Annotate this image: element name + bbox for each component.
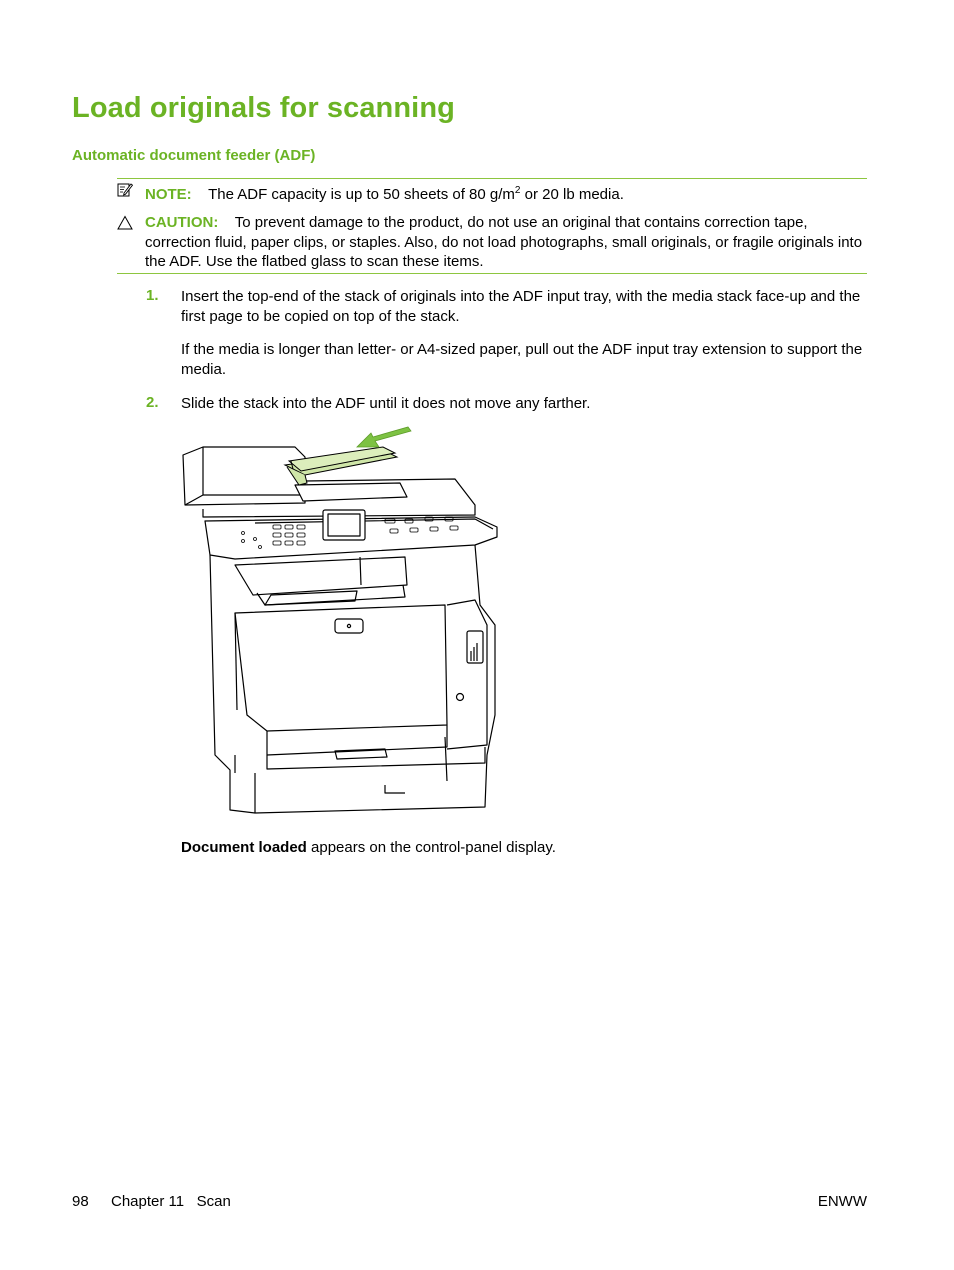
footer-chapter: Chapter 11 Scan xyxy=(111,1193,231,1210)
paper-stack xyxy=(285,447,397,485)
step-1-extra: If the media is longer than letter- or A4-sized paper, pull out the ADF input tray extension to support the media. xyxy=(181,341,863,378)
result-text xyxy=(181,838,869,858)
step-1-number: 1. xyxy=(146,287,159,304)
footer-right: ENWW xyxy=(817,1193,867,1210)
note-label: NOTE: xyxy=(145,186,192,203)
insert-arrow-icon xyxy=(357,427,411,447)
result-bold: Document loaded xyxy=(181,839,307,856)
printer-illustration xyxy=(175,425,505,820)
note-text-after: or 20 lb media. xyxy=(520,186,624,203)
caution-label: CAUTION: xyxy=(145,214,219,231)
caution-text: To prevent damage to the product, do not use an original that contains correction tape, correction fluid, paper clips, or staples. Also, do not load photographs, small originals, or fragile originals into the ADF. Use the flatbed glass to scan these items. xyxy=(145,214,863,270)
page-title: Load originals for scanning xyxy=(72,92,455,124)
caution-box xyxy=(117,213,867,274)
note-box xyxy=(117,178,867,205)
footer-page-number: 98 xyxy=(72,1193,89,1210)
note-icon xyxy=(117,182,133,198)
step-2-number: 2. xyxy=(146,394,159,411)
caution-triangle-icon xyxy=(117,215,133,231)
section-subtitle: Automatic document feeder (ADF) xyxy=(72,147,316,164)
note-text: The ADF capacity is up to 50 sheets of 80 g/m xyxy=(208,186,515,203)
step-2-text: Slide the stack into the ADF until it does not move any farther. xyxy=(181,395,591,412)
step-1-text: Insert the top-end of the stack of originals into the ADF input tray, with the media stack face-up and the first page to be copied on top of the stack. xyxy=(181,288,861,325)
note-superscript: 2 xyxy=(514,185,521,196)
result-rest: appears on the control-panel display. xyxy=(306,839,556,856)
